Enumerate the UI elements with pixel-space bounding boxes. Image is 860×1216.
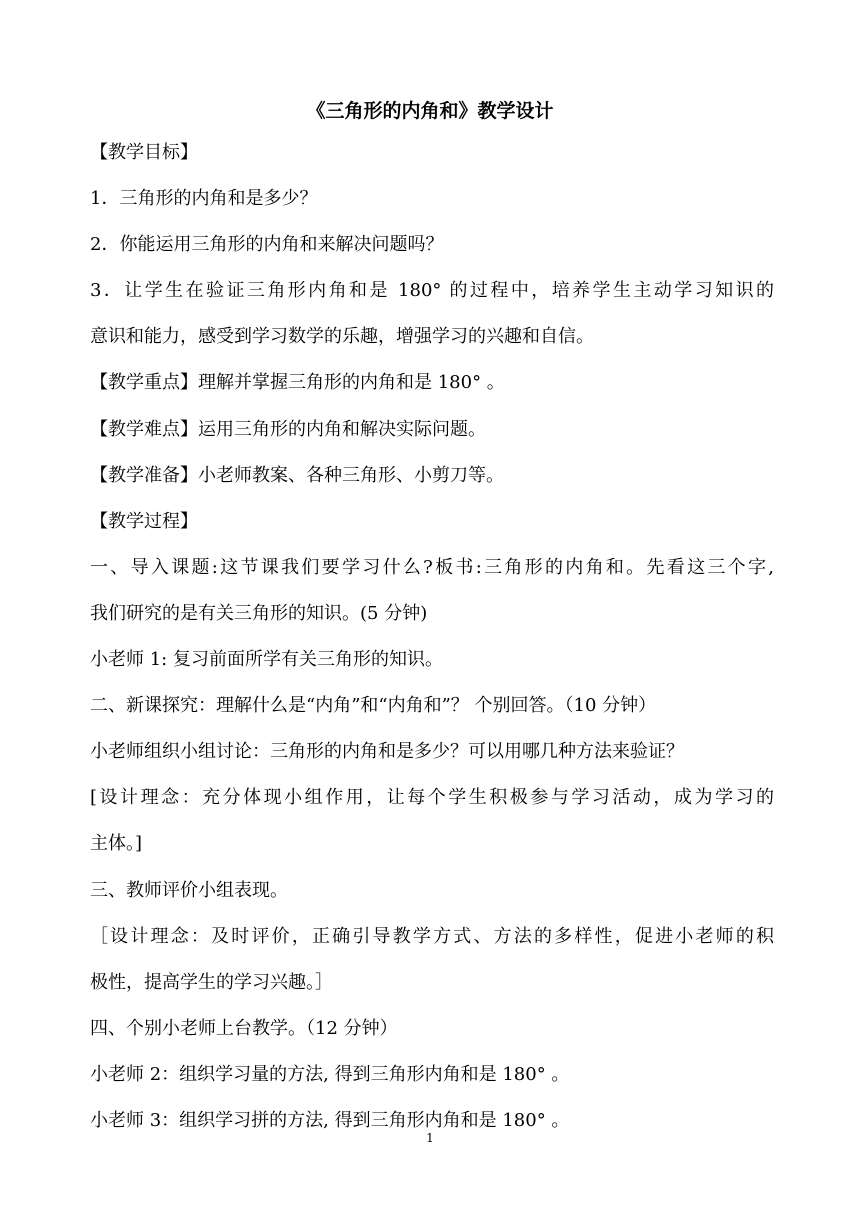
document-body — [90, 130, 774, 1144]
teacher-2-paragraph: 小老师 2：组织学习量的方法, 得到三角形内角和是 180° 。 — [90, 1063, 570, 1085]
process-step-1: 一、导入课题:这节课我们要学习什么?板书:三角形的内角和。先看这三个字, — [90, 556, 774, 578]
process-step-3: 三、教师评价小组表现。 — [90, 879, 288, 901]
page-number: 1 — [426, 1131, 434, 1145]
design-concept-1: [设计理念：充分体现小组作用，让每个学生积极参与学习活动，成为学习的 — [90, 787, 774, 809]
teacher-3-paragraph: 小老师 3：组织学习拼的方法, 得到三角形内角和是 180° 。 — [90, 1109, 570, 1131]
objective-item-2: 2．你能运用三角形的内角和来解决问题吗？ — [90, 234, 444, 256]
section-heading-process: 【教学过程】 — [90, 510, 198, 532]
key-point-paragraph: 【教学重点】理解并掌握三角形的内角和是 180° 。 — [90, 372, 505, 394]
design-concept-2-continued: 极性，提高学生的学习兴趣。］ — [90, 971, 333, 993]
section-heading-objectives: 【教学目标】 — [90, 142, 198, 163]
process-step-2: 二、新课探究：理解什么是“内角”和“内角和”？ 个别回答。（10 分钟） — [90, 695, 657, 717]
group-discussion-paragraph: 小老师组织小组讨论：三角形的内角和是多少？可以用哪几种方法来验证？ — [90, 741, 684, 763]
objective-item-3: 3．让学生在验证三角形内角和是 180° 的过程中，培养学生主动学习知识的 — [90, 280, 774, 302]
process-step-4: 四、个别小老师上台教学。（12 分钟） — [90, 1017, 398, 1039]
process-step-1-continued: 我们研究的是有关三角形的知识。(5 分钟) — [90, 602, 428, 624]
difficulty-paragraph: 【教学难点】运用三角形的内角和解决实际问题。 — [90, 418, 486, 440]
objective-item-1: 1．三角形的内角和是多少？ — [90, 188, 318, 210]
design-concept-1-continued: 主体。] — [90, 833, 143, 855]
document-title: 《三角形的内角和》教学设计 — [306, 100, 554, 122]
design-concept-2: ［设计理念：及时评价，正确引导教学方式、方法的多样性，促进小老师的积 — [90, 925, 774, 947]
teacher-1-paragraph: 小老师 1: 复习前面所学有关三角形的知识。 — [90, 649, 443, 671]
preparation-paragraph: 【教学准备】小老师教案、各种三角形、小剪刀等。 — [90, 464, 504, 486]
objective-item-3-continued: 意识和能力，感受到学习数学的乐趣，增强学习的兴趣和自信。 — [90, 326, 594, 348]
